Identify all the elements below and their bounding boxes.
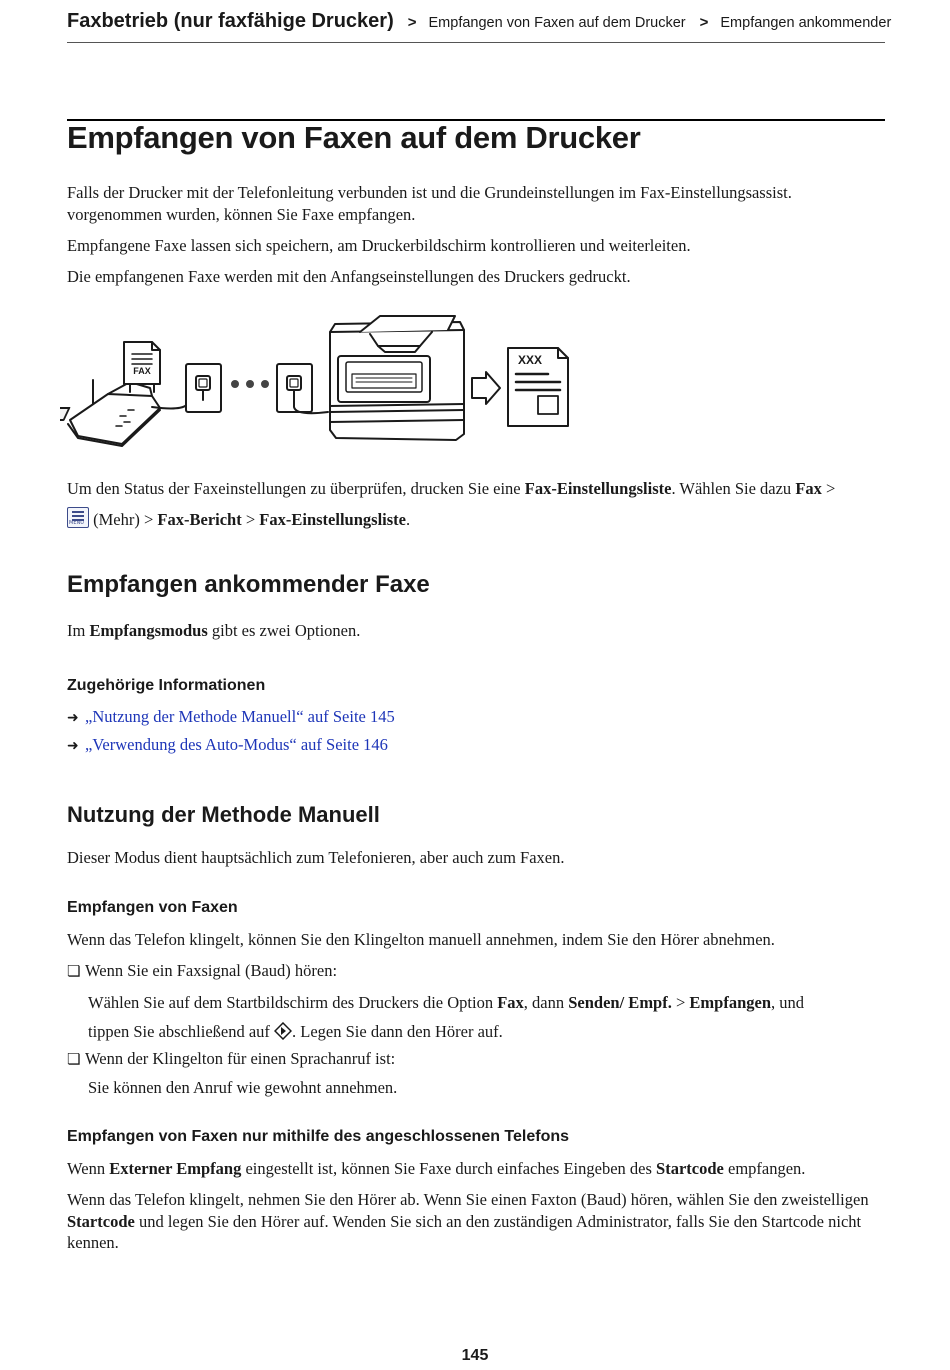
subsection-title-receive: Empfangen von Faxen xyxy=(67,899,238,916)
status-paragraph: Um den Status der Faxeinstellungen zu überprüfen, drucken Sie eine Fax-Einstellungsliste. Wählen Sie dazu Fax > MENU (Mehr) > Fax-Bericht > Fax-Einstellungsliste. xyxy=(67,479,836,529)
related-link-item xyxy=(67,706,885,730)
external-paragraph-1: Wenn Externer Empfang eingestellt ist, können Sie Faxe durch einfaches Eingeben des Startcode empfangen. xyxy=(67,1159,806,1178)
arrow-right-icon xyxy=(472,372,500,404)
manual-description: Dieser Modus dient hauptsächlich zum Telefonieren, aber auch zum Faxen. xyxy=(67,848,565,867)
related-info-heading: Zugehörige Informationen xyxy=(67,677,266,694)
checkbox-bullet-icon: ❏ xyxy=(67,962,81,980)
external-paragraph-2: Wenn das Telefon klingelt, nehmen Sie den Hörer ab. Wenn Sie einen Faxton (Baud) hören, wählen Sie den zweistelligen Startcode und legen Sie den Hörer auf. Wenden Sie sich an den zuständigen Administrator, falls Sie den Startcode nicht kennen. xyxy=(67,1190,869,1252)
menu-icon: MENU xyxy=(67,507,89,528)
section-title-manual: Nutzung der Methode Manuell xyxy=(67,802,380,827)
page-number: 145 xyxy=(461,1347,489,1364)
intro-paragraph-1: Falls der Drucker mit der Telefonleitung verbunden ist und die Grundeinstellungen im Fax-Einstellungsassist. vorgenommen wurden, können Sie Faxe empfangen. xyxy=(67,183,792,224)
intro-paragraph-3: Die empfangenen Faxe werden mit den Anfangseinstellungen des Druckers gedruckt. xyxy=(67,267,631,286)
breadcrumb-section[interactable]: Empfangen von Faxen auf dem Drucker xyxy=(428,15,686,31)
related-link-item xyxy=(67,734,885,758)
subsection-title-external: Empfangen von Faxen nur mithilfe des angeschlossenen Telefons xyxy=(67,1128,570,1145)
list-item-fax-signal-body: Wählen Sie auf dem Startbildschirm des Druckers die Option Fax, dann Senden/ Empf. > Empfangen, und tippen Sie abschließend auf . Legen Sie dann den Hörer auf. xyxy=(88,993,805,1041)
list-item-voice-call-body: Sie können den Anruf wie gewohnt annehmen. xyxy=(88,1078,398,1097)
list-item-voice-call: ❏ Wenn der Klingelton für einen Sprachanruf ist: xyxy=(67,1048,885,1071)
arrow-right-icon: ➜ xyxy=(67,710,79,726)
related-link-manual[interactable]: „Nutzung der Methode Manuell“ auf Seite 145 xyxy=(85,707,395,726)
fax-label: FAX xyxy=(133,366,151,376)
phone-jack-icon xyxy=(186,364,221,412)
list-item-fax-signal: ❏ Wenn Sie ein Faxsignal (Baud) hören: xyxy=(67,960,885,983)
section-title-incoming: Empfangen ankommender Faxe xyxy=(67,571,430,598)
receive-paragraph: Wenn das Telefon klingelt, können Sie den Klingelton manuell annehmen, indem Sie den Hörer abnehmen. xyxy=(67,930,775,949)
breadcrumb-subsection[interactable]: Empfangen ankommender xyxy=(720,15,892,31)
fax-receive-illustration xyxy=(60,312,580,447)
receive-mode-text: Im Empfangsmodus gibt es zwei Optionen. xyxy=(67,621,361,640)
intro-paragraph-2: Empfangene Faxe lassen sich speichern, am Druckerbildschirm kontrollieren und weiterleiten. xyxy=(67,236,691,255)
breadcrumb-separator: > xyxy=(699,14,709,31)
breadcrumb-chapter[interactable]: Faxbetrieb (nur faxfähige Drucker) xyxy=(67,10,394,32)
page-title: Empfangen von Faxen auf dem Drucker xyxy=(67,120,641,155)
breadcrumb xyxy=(67,10,892,43)
fax-machine-icon xyxy=(60,342,160,446)
checkbox-bullet-icon: ❏ xyxy=(67,1050,81,1068)
document-label: XXX xyxy=(517,353,543,367)
related-link-auto[interactable]: „Verwendung des Auto-Modus“ auf Seite 146 xyxy=(85,735,388,754)
arrow-right-icon: ➜ xyxy=(67,738,79,754)
start-icon xyxy=(274,1022,292,1040)
printer-icon xyxy=(330,316,464,440)
breadcrumb-separator: > xyxy=(407,14,417,31)
